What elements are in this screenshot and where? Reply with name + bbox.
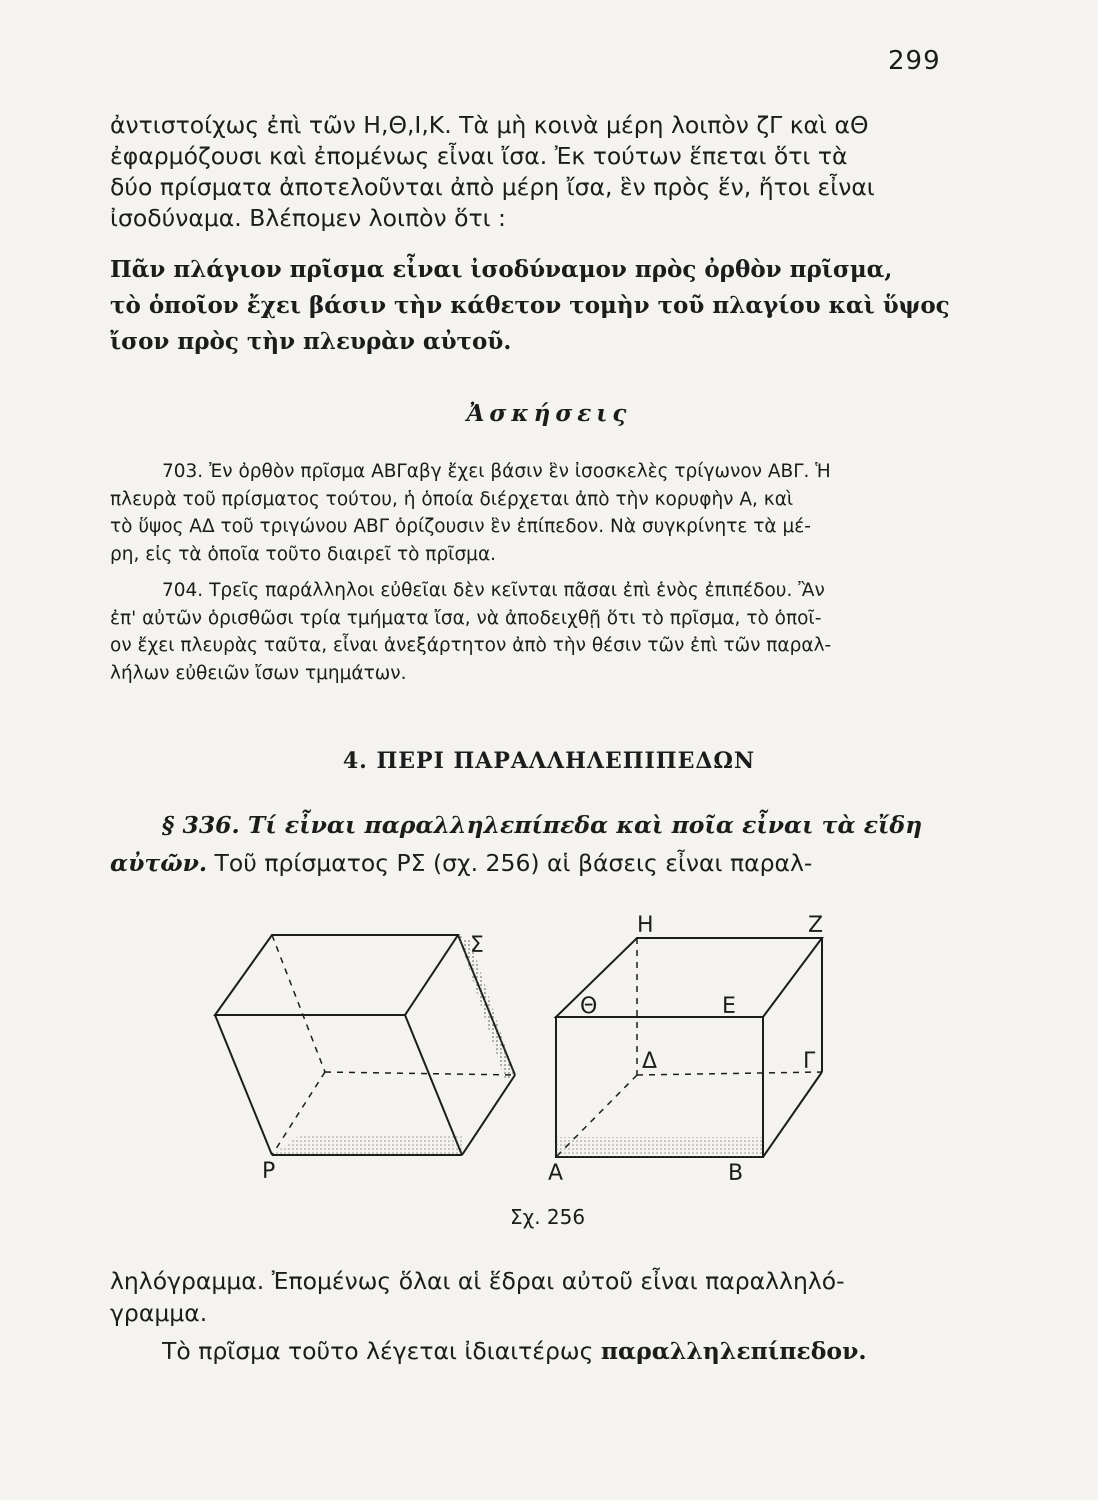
intro-line: δύο πρίσματα ἀποτελοῦνται ἀπὸ μέρη ἴσα, ἓν πρὸς ἕν, ἤτοι εἶναι [110, 173, 875, 201]
section-title: 4. ΠΕΡΙ ΠΑΡΑΛΛΗΛΕΠΙΠΕΔΩΝ [342, 748, 756, 774]
closing-paragraph [110, 1265, 940, 1367]
term-parallelepiped: παραλληλεπίπεδον. [600, 1337, 867, 1365]
label-gamma: Γ [803, 1049, 816, 1074]
theorem-line: Πᾶν πλάγιον πρῖσμα εἶναι ἰσοδύναμον πρὸς ὀρθὸν πρῖσμα, [110, 256, 893, 283]
exercise-line: 704. Τρεῖς παράλληλοι εὐθεῖαι δὲν κεῖνται πᾶσαι ἐπὶ ἑνὸς ἐπιπέδου. Ἂν [162, 580, 825, 601]
theorem-line: ἴσον πρὸς τὴν πλευρὰν αὐτοῦ. [110, 328, 512, 355]
page-number: 299 [888, 46, 941, 76]
label-zeta: Ζ [808, 913, 824, 938]
exercise-line: λήλων εὐθειῶν ἴσων τμημάτων. [110, 662, 407, 684]
label-theta: Θ [580, 994, 598, 1019]
intro-line: ἀντιστοίχως ἐπὶ τῶν Η,Θ,Ι,Κ. Τὰ μὴ κοινὰ μέρη λοιπὸν ζΓ καὶ αΘ [110, 111, 869, 139]
label-beta: Β [728, 1161, 744, 1186]
label-epsilon: Ε [722, 994, 736, 1019]
closing-text: Τὸ πρῖσμα τοῦτο λέγεται ἰδιαιτέρως [162, 1337, 601, 1365]
intro-line: ἰσοδύναμα. Βλέπομεν λοιπὸν ὅτι : [110, 204, 506, 232]
section-336-text: Τοῦ πρίσματος ΡΣ (σχ. 256) αἱ βάσεις εἶναι παραλ- [207, 849, 813, 877]
closing-line: γραμμα. [110, 1299, 208, 1327]
label-sigma: Σ [470, 933, 484, 958]
intro-line: ἐφαρμόζουσι καὶ ἐπομένως εἶναι ἴσα. Ἐκ τούτων ἕπεται ὅτι τὰ [110, 142, 848, 170]
section-336-heading-end: αὐτῶν. [110, 849, 208, 877]
closing-line [110, 1335, 940, 1367]
exercise-line: τὸ ὕψος ΑΔ τοῦ τριγώνου ΑΒΓ ὁρίζουσιν ἓν ἐπίπεδον. Νὰ συγκρίνητε τὰ μέ- [110, 516, 811, 537]
section-336-heading: § 336. Τί εἶναι παραλληλεπίπεδα καὶ ποῖα εἶναι τὰ εἴδη [162, 811, 923, 839]
exercises-heading: Ἀσκήσεις [466, 400, 632, 427]
label-eta: Η [637, 913, 654, 938]
label-rho: Ρ [262, 1159, 276, 1184]
label-delta: Δ [642, 1049, 658, 1074]
figure-caption: Σχ. 256 [510, 1205, 586, 1229]
exercise-line: 703. Ἐν ὀρθὸν πρῖσμα ΑΒΓαβγ ἔχει βάσιν ἓν ἰσοσκελὲς τρίγωνον ΑΒΓ. Ἡ [162, 461, 831, 482]
parallelepiped-drawing [556, 938, 822, 1157]
exercise-line: ον ἔχει πλευρὰς ταῦτα, εἶναι ἀνεξάρτητον ἀπὸ τὴν θέσιν τῶν ἐπὶ τῶν παραλ- [110, 635, 832, 656]
exercise-line: ἐπ' αὐτῶν ὁρισθῶσι τρία τμήματα ἴσα, νὰ ἀποδειχθῇ ὅτι τὸ πρῖσμα, τὸ ὁποῖ- [110, 607, 822, 629]
label-alpha: Α [548, 1161, 564, 1186]
exercise-line: ρη, εἰς τὰ ὁποῖα τοῦτο διαιρεῖ τὸ πρῖσμα. [110, 543, 497, 565]
oblique-prism-drawing [215, 935, 515, 1155]
exercise-line: πλευρὰ τοῦ πρίσματος τούτου, ἡ ὁποία διέρχεται ἀπὸ τὴν κορυφὴν Α, καὶ [110, 488, 794, 510]
theorem-line: τὸ ὁποῖον ἔχει βάσιν τὴν κάθετον τομὴν τοῦ πλαγίου καὶ ὕψος [110, 292, 950, 319]
closing-line: ληλόγραμμα. Ἐπομένως ὅλαι αἱ ἕδραι αὐτοῦ εἶναι παραλληλό- [110, 1267, 845, 1295]
